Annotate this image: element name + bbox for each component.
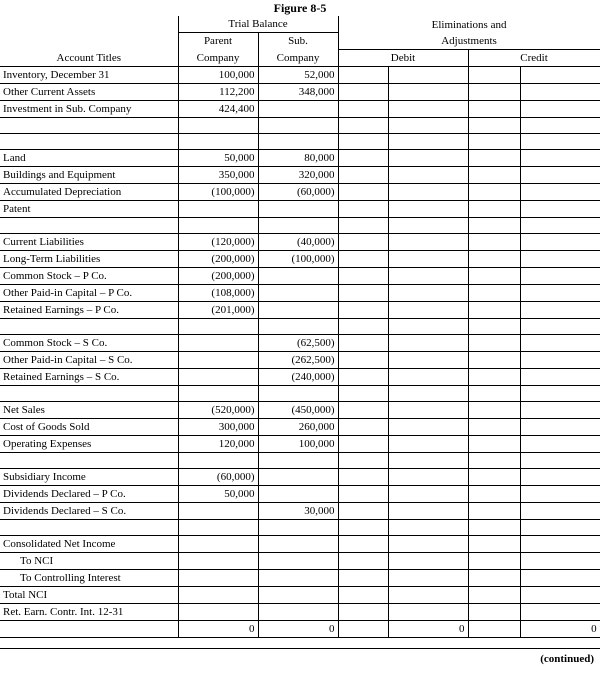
credit-amount [520,519,600,535]
debit-amount [388,586,468,603]
account-title: Ret. Earn. Contr. Int. 12-31 [0,603,178,620]
table-row [0,133,600,149]
debit-amount [388,83,468,100]
debit-ref [338,200,388,217]
debit-amount [388,200,468,217]
credit-amount [520,468,600,485]
debit-ref [338,620,388,637]
debit-amount [388,117,468,133]
credit-amount [520,284,600,301]
credit-ref [468,200,520,217]
parent-amount: (200,000) [178,250,258,267]
credit-amount [520,502,600,519]
debit-amount [388,250,468,267]
parent-amount [178,318,258,334]
sub-amount [258,267,338,284]
account-title [0,519,178,535]
parent-amount [178,569,258,586]
account-title: Current Liabilities [0,233,178,250]
parent-amount: 50,000 [178,485,258,502]
sub-amount [258,117,338,133]
header-row-2 [0,33,600,50]
parent-amount: (120,000) [178,233,258,250]
table-row [0,166,600,183]
account-title [0,133,178,149]
parent-amount [178,519,258,535]
account-title: Common Stock – S Co. [0,334,178,351]
table-row [0,535,600,552]
debit-amount [388,149,468,166]
debit-header: Debit [338,49,468,66]
account-title: Consolidated Net Income [0,535,178,552]
account-title: Cost of Goods Sold [0,418,178,435]
table-row [0,200,600,217]
debit-ref [338,502,388,519]
debit-ref [338,284,388,301]
debit-amount [388,418,468,435]
debit-ref [338,250,388,267]
credit-ref [468,149,520,166]
credit-ref [468,66,520,83]
debit-amount [388,452,468,468]
sub-amount [258,200,338,217]
debit-ref [338,133,388,149]
credit-ref [468,83,520,100]
debit-ref [338,401,388,418]
sub-amount: 30,000 [258,502,338,519]
credit-amount [520,385,600,401]
credit-amount [520,133,600,149]
credit-ref [468,183,520,200]
credit-amount [520,552,600,569]
debit-amount [388,368,468,385]
credit-ref [468,586,520,603]
credit-amount [520,200,600,217]
credit-header: Credit [468,49,600,66]
figure-title: Figure 8-5 [273,1,327,15]
credit-amount [520,586,600,603]
debit-ref [338,452,388,468]
parent-amount [178,385,258,401]
table-row [0,318,600,334]
table-row [0,217,600,233]
header-row-3 [0,49,600,66]
debit-amount [388,502,468,519]
account-title: Investment in Sub. Company [0,100,178,117]
sub-amount: 52,000 [258,66,338,83]
credit-ref [468,418,520,435]
credit-ref [468,401,520,418]
table-row [0,149,600,166]
debit-ref [338,385,388,401]
debit-amount [388,401,468,418]
sub-amount [258,133,338,149]
credit-ref [468,485,520,502]
debit-ref [338,149,388,166]
sub-amount [258,485,338,502]
footer-rule [0,648,600,650]
credit-ref [468,535,520,552]
account-title: Inventory, December 31 [0,66,178,83]
debit-amount [388,183,468,200]
credit-ref [468,301,520,318]
parent-amount: 300,000 [178,418,258,435]
parent-amount: 100,000 [178,66,258,83]
parent-amount [178,368,258,385]
sub-amount: 260,000 [258,418,338,435]
parent-amount: (100,000) [178,183,258,200]
sub-amount: 80,000 [258,149,338,166]
table-row [0,586,600,603]
debit-ref [338,217,388,233]
debit-amount [388,133,468,149]
credit-amount [520,66,600,83]
account-title: To Controlling Interest [0,569,178,586]
debit-amount [388,301,468,318]
debit-ref [338,552,388,569]
credit-ref [468,250,520,267]
parent-amount: 350,000 [178,166,258,183]
sub-amount [258,468,338,485]
account-title: Other Current Assets [0,83,178,100]
credit-ref [468,519,520,535]
account-title: Other Paid-in Capital – P Co. [0,284,178,301]
credit-amount [520,318,600,334]
sub-total: 0 [258,620,338,637]
table-row [0,117,600,133]
credit-ref [468,603,520,620]
table-row [0,368,600,385]
debit-amount [388,435,468,452]
debit-ref [338,586,388,603]
debit-ref [338,485,388,502]
parent-amount: 50,000 [178,149,258,166]
parent-amount [178,552,258,569]
debit-ref [338,519,388,535]
credit-amount [520,267,600,284]
table-row [0,284,600,301]
credit-ref [468,452,520,468]
parent-amount [178,502,258,519]
credit-amount [520,233,600,250]
sub-amount: (100,000) [258,250,338,267]
sub-amount: (62,500) [258,334,338,351]
credit-amount [520,100,600,117]
table-row [0,552,600,569]
debit-ref [338,166,388,183]
eliminations-header-line2: Adjustments [338,33,600,50]
credit-amount [520,368,600,385]
eliminations-header-line1: Eliminations and [338,16,600,33]
debit-ref [338,468,388,485]
credit-ref [468,351,520,368]
debit-amount [388,217,468,233]
sub-amount [258,284,338,301]
credit-amount [520,117,600,133]
credit-ref [468,100,520,117]
parent-amount: (200,000) [178,267,258,284]
debit-amount [388,66,468,83]
sub-amount: 348,000 [258,83,338,100]
debit-amount [388,318,468,334]
debit-amount [388,267,468,284]
debit-ref [338,435,388,452]
table-row [0,351,600,368]
table-row [0,301,600,318]
sub-amount [258,552,338,569]
table-row [0,385,600,401]
table-row [0,435,600,452]
account-title: Common Stock – P Co. [0,267,178,284]
sub-amount: (262,500) [258,351,338,368]
debit-amount [388,485,468,502]
sub-amount [258,217,338,233]
debit-amount [388,100,468,117]
parent-amount: 120,000 [178,435,258,452]
account-title: Operating Expenses [0,435,178,452]
debit-amount [388,535,468,552]
account-title: Net Sales [0,401,178,418]
credit-amount [520,183,600,200]
parent-amount [178,200,258,217]
parent-amount: (108,000) [178,284,258,301]
credit-ref [468,435,520,452]
account-title: Subsidiary Income [0,468,178,485]
account-title: Accumulated Depreciation [0,183,178,200]
debit-ref [338,318,388,334]
debit-total: 0 [388,620,468,637]
table-row [0,569,600,586]
parent-header-line1: Parent [178,33,258,50]
debit-ref [338,569,388,586]
account-title: Buildings and Equipment [0,166,178,183]
debit-ref [338,334,388,351]
credit-amount [520,334,600,351]
debit-ref [338,83,388,100]
credit-amount [520,603,600,620]
credit-amount [520,250,600,267]
parent-total: 0 [178,620,258,637]
table-row [0,250,600,267]
sub-amount [258,452,338,468]
credit-ref [468,318,520,334]
credit-amount [520,149,600,166]
credit-ref [468,502,520,519]
table-row [0,418,600,435]
parent-amount [178,603,258,620]
sub-amount [258,100,338,117]
credit-ref [468,133,520,149]
sub-amount: (60,000) [258,183,338,200]
credit-amount [520,569,600,586]
account-title: Retained Earnings – S Co. [0,368,178,385]
credit-amount [520,435,600,452]
credit-ref [468,217,520,233]
table-row [0,603,600,620]
credit-amount [520,166,600,183]
trial-balance-header: Trial Balance [178,16,338,33]
sub-amount [258,519,338,535]
credit-ref [468,233,520,250]
parent-amount: (201,000) [178,301,258,318]
credit-ref [468,552,520,569]
credit-ref [468,368,520,385]
table-row [0,452,600,468]
sub-amount: 100,000 [258,435,338,452]
sub-amount: 320,000 [258,166,338,183]
continued-note: (continued) [540,653,594,665]
parent-header-line2: Company [178,49,258,66]
account-title: Land [0,149,178,166]
account-title: Total NCI [0,586,178,603]
sub-header-line1: Sub. [258,33,338,50]
table-row [0,401,600,418]
parent-amount [178,586,258,603]
sub-amount [258,318,338,334]
account-title: Other Paid-in Capital – S Co. [0,351,178,368]
account-title: Dividends Declared – P Co. [0,485,178,502]
table-row [0,233,600,250]
debit-amount [388,552,468,569]
parent-amount [178,351,258,368]
debit-amount [388,351,468,368]
table-row [0,100,600,117]
credit-amount [520,83,600,100]
account-titles-header: Account Titles [0,49,178,66]
debit-ref [338,418,388,435]
account-title: To NCI [0,552,178,569]
debit-amount [388,468,468,485]
consolidation-worksheet [0,16,600,638]
debit-ref [338,368,388,385]
parent-amount [178,217,258,233]
sub-amount [258,301,338,318]
table-row [0,183,600,200]
debit-amount [388,569,468,586]
account-title [0,385,178,401]
sub-amount [258,385,338,401]
debit-amount [388,603,468,620]
debit-amount [388,233,468,250]
parent-amount: (60,000) [178,468,258,485]
credit-ref [468,468,520,485]
totals-row [0,620,600,637]
credit-ref [468,117,520,133]
credit-total: 0 [520,620,600,637]
credit-ref [468,267,520,284]
parent-amount: (520,000) [178,401,258,418]
sub-amount [258,569,338,586]
debit-ref [338,535,388,552]
account-title: Long-Term Liabilities [0,250,178,267]
credit-amount [520,535,600,552]
credit-amount [520,401,600,418]
debit-amount [388,334,468,351]
credit-ref [468,569,520,586]
table-row [0,66,600,83]
debit-ref [338,100,388,117]
debit-ref [338,117,388,133]
sub-amount [258,603,338,620]
table-row [0,502,600,519]
debit-amount [388,284,468,301]
table-row [0,485,600,502]
parent-amount [178,133,258,149]
credit-amount [520,301,600,318]
credit-amount [520,217,600,233]
table-row [0,468,600,485]
account-title: Patent [0,200,178,217]
sub-header-line2: Company [258,49,338,66]
debit-amount [388,385,468,401]
sub-amount: (240,000) [258,368,338,385]
debit-amount [388,166,468,183]
parent-amount [178,535,258,552]
parent-amount: 112,200 [178,83,258,100]
credit-amount [520,452,600,468]
table-row [0,83,600,100]
debit-ref [338,351,388,368]
parent-amount [178,117,258,133]
parent-amount: 424,400 [178,100,258,117]
debit-ref [338,603,388,620]
credit-ref [468,334,520,351]
sub-amount [258,535,338,552]
credit-amount [520,485,600,502]
credit-amount [520,418,600,435]
sub-amount: (450,000) [258,401,338,418]
account-title: Dividends Declared – S Co. [0,502,178,519]
debit-amount [388,519,468,535]
header-row-1 [0,16,600,33]
account-title [0,452,178,468]
account-title: Retained Earnings – P Co. [0,301,178,318]
account-title [0,117,178,133]
sub-amount: (40,000) [258,233,338,250]
debit-ref [338,267,388,284]
table-row [0,334,600,351]
table-row [0,267,600,284]
account-title [0,318,178,334]
credit-ref [468,166,520,183]
debit-ref [338,66,388,83]
table-row [0,519,600,535]
debit-ref [338,301,388,318]
debit-ref [338,183,388,200]
totals-label [0,620,178,637]
credit-ref [468,620,520,637]
parent-amount [178,452,258,468]
debit-ref [338,233,388,250]
sub-amount [258,586,338,603]
credit-ref [468,284,520,301]
account-title [0,217,178,233]
credit-ref [468,385,520,401]
credit-amount [520,351,600,368]
parent-amount [178,334,258,351]
